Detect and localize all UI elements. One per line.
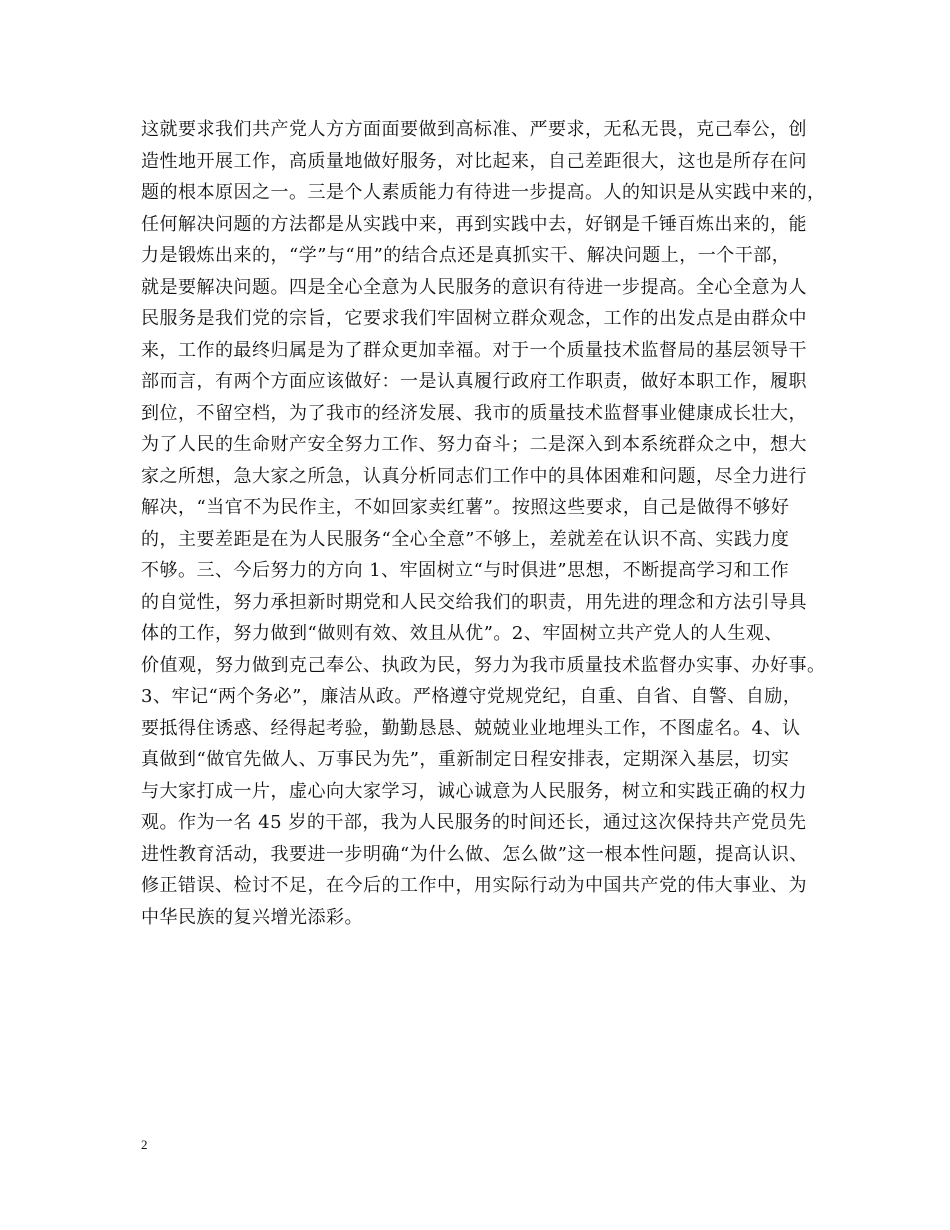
text-line: 体的工作，努力做到“做则有效、效且从优”。2、牢固树立共产党人的人生观、 — [141, 623, 783, 644]
text-line: 价值观，努力做到克己奉公、执政为民，努力为我市质量技术监督办实事、办好事。 — [141, 654, 826, 676]
text-line: 中华民族的复兴增光添彩。 — [141, 906, 363, 928]
text-line: 题的根本原因之一。三是个人素质能力有待进一步提高。人的知识是从实践中来的， — [141, 182, 826, 203]
text-line: 进性教育活动，我要进一步明确“为什么做、怎么做”这一根本性问题，提高认识、 — [141, 843, 808, 865]
text-line: 3、牢记“两个务必”，廉洁从政。严格遵守党规党纪，自重、自省、自警、自励， — [141, 686, 802, 707]
body-text — [141, 114, 826, 933]
text-line: 真做到“做官先做人、万事民为先”，重新制定日程安排表，定期深入基层，切实 — [141, 749, 790, 770]
page-number: 2 — [141, 1137, 148, 1152]
text-line: 观。作为一名 45 岁的干部，我为人民服务的时间还长，通过这次保持共产党员先 — [141, 812, 807, 833]
text-line: 家之所想，急大家之所急，认真分析同志们工作中的具体困难和问题，尽全力进行 — [141, 465, 807, 487]
text-line: 为了人民的生命财产安全努力工作、努力奋斗；二是深入到本系统群众之中，想大 — [141, 434, 807, 455]
text-line: 力是锻炼出来的，“学”与“用”的结合点还是真抓实干、解决问题上，一个干部， — [141, 245, 791, 266]
text-line: 与大家打成一片，虚心向大家学习，诚心诚意为人民服务，树立和实践正确的权力 — [141, 780, 807, 802]
text-line: 就是要解决问题。四是全心全意为人民服务的意识有待进一步提高。全心全意为人 — [141, 276, 807, 298]
text-line: 民服务是我们党的宗旨，它要求我们牢固树立群众观念，工作的出发点是由群众中 — [141, 308, 807, 329]
text-line: 的，主要差距是在为人民服务“全心全意”不够上，差就差在认识不高、实践力度 — [141, 528, 790, 550]
text-line: 造性地开展工作，高质量地做好服务，对比起来，自己差距很大，这也是所存在问 — [141, 150, 807, 172]
text-line: 要抵得住诱惑、经得起考验，勤勤恳恳、兢兢业业地埋头工作，不图虚名。4、认 — [141, 717, 801, 739]
text-line: 到位，不留空档，为了我市的经济发展、我市的质量技术监督事业健康成长壮大， — [141, 402, 807, 424]
text-line: 任何解决问题的方法都是从实践中来，再到实践中去，好钢是千锤百炼出来的，能 — [141, 213, 807, 235]
text-line: 部而言，有两个方面应该做好：一是认真履行政府工作职责，做好本职工作，履职 — [141, 371, 807, 392]
text-line: 的自觉性，努力承担新时期党和人民交给我们的职责，用先进的理念和方法引导具 — [141, 591, 807, 613]
text-line: 解决，“当官不为民作主，不如回家卖红薯”。按照这些要求，自己是做得不够好 — [141, 497, 790, 518]
text-line: 来，工作的最终归属是为了群众更加幸福。对于一个质量技术监督局的基层领导干 — [141, 339, 807, 361]
text-line: 不够。三、今后努力的方向 1、牢固树立“与时俱进”思想，不断提高学习和工作 — [141, 560, 790, 581]
text-line: 修正错误、检讨不足，在今后的工作中，用实际行动为中国共产党的伟大事业、为 — [141, 875, 807, 896]
text-line: 这就要求我们共产党人方方面面要做到高标准、严要求，无私无畏，克己奉公，创 — [141, 119, 807, 140]
